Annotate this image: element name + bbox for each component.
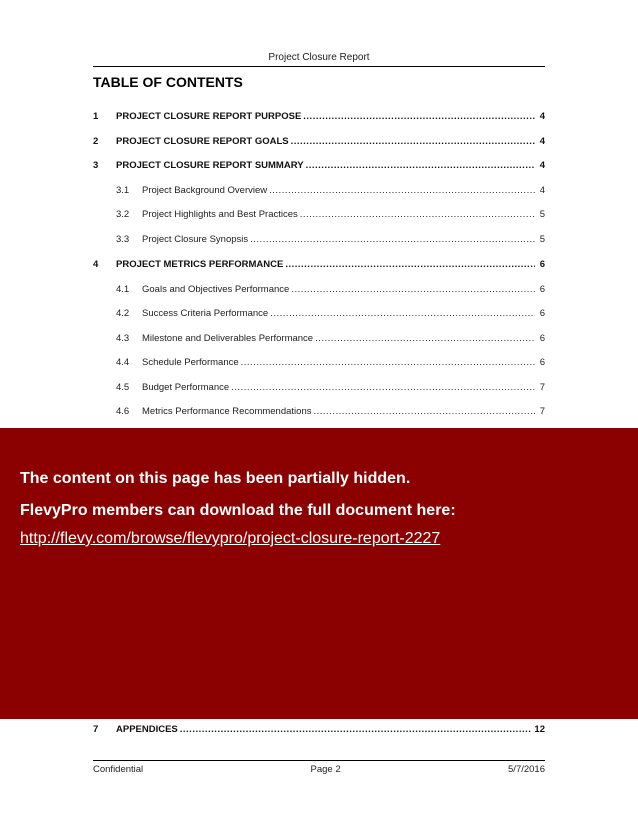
toc-entry-page: 4 xyxy=(539,160,545,171)
toc-leader-dots xyxy=(180,723,533,735)
header-divider xyxy=(93,66,545,67)
download-link[interactable]: http://flevy.com/browse/flevypro/project-closure-report-2227 xyxy=(20,530,441,547)
toc-leader-dots xyxy=(270,307,535,319)
toc-entry-4-2[interactable] xyxy=(116,305,545,319)
toc-entry-page: 6 xyxy=(539,333,545,344)
toc-entry-title: Project Closure Synopsis xyxy=(142,234,249,245)
download-prompt-text: FlevyPro members can download the full document here: xyxy=(20,502,456,519)
toc-entry-number: 4.3 xyxy=(116,333,130,344)
toc-entry-4[interactable] xyxy=(93,256,545,270)
toc-entry-4-3[interactable] xyxy=(116,330,545,344)
toc-leader-dots xyxy=(303,110,535,122)
footer-divider xyxy=(93,760,545,761)
toc-leader-dots xyxy=(291,135,535,147)
toc-entry-page: 7 xyxy=(539,406,545,417)
page-footer xyxy=(93,764,545,775)
toc-entry-number: 4.1 xyxy=(116,284,130,295)
toc-entry-page: 4 xyxy=(539,111,545,122)
content-hidden-banner xyxy=(0,428,638,719)
toc-entry-title: Milestone and Deliverables Performance xyxy=(142,333,314,344)
toc-entry-number: 7 xyxy=(93,724,99,735)
toc-entry-title: PROJECT METRICS PERFORMANCE xyxy=(116,259,284,270)
toc-entry-page: 6 xyxy=(539,284,545,295)
toc-leader-dots xyxy=(300,208,535,220)
toc-entry-title: PROJECT CLOSURE REPORT SUMMARY xyxy=(116,160,304,171)
toc-entry-page: 4 xyxy=(539,136,545,147)
hidden-notice-text: The content on this page has been partially hidden. xyxy=(20,470,411,487)
toc-entry-number: 4.4 xyxy=(116,357,130,368)
toc-entry-title: PROJECT CLOSURE REPORT GOALS xyxy=(116,136,289,147)
toc-entry-3-2[interactable] xyxy=(116,206,545,220)
toc-entry-4-5[interactable] xyxy=(116,379,545,393)
toc-entry-title: Project Highlights and Best Practices xyxy=(142,209,298,220)
toc-entry-7[interactable] xyxy=(93,721,545,735)
footer-confidential: Confidential xyxy=(93,764,144,775)
toc-leader-dots xyxy=(306,159,535,171)
toc-entry-page: 4 xyxy=(539,185,545,196)
running-header: Project Closure Report xyxy=(268,52,370,63)
toc-leader-dots xyxy=(315,332,535,344)
footer-date: 5/7/2016 xyxy=(508,764,545,775)
toc-entry-title: Schedule Performance xyxy=(142,357,239,368)
toc-leader-dots xyxy=(313,405,535,417)
toc-heading: TABLE OF CONTENTS xyxy=(93,74,243,90)
toc-entry-4-4[interactable] xyxy=(116,354,545,368)
toc-leader-dots xyxy=(231,381,535,393)
toc-entry-title: PROJECT CLOSURE REPORT PURPOSE xyxy=(116,111,302,122)
footer-page-number: Page 2 xyxy=(310,764,341,775)
toc-entry-3-3[interactable] xyxy=(116,231,545,245)
toc-entry-number: 2 xyxy=(93,136,99,147)
toc-entry-number: 1 xyxy=(93,111,99,122)
toc-entry-3-1[interactable] xyxy=(116,182,545,196)
toc-entry-number: 4.5 xyxy=(116,382,130,393)
toc-entry-3[interactable] xyxy=(93,157,545,171)
toc-entry-number: 3.3 xyxy=(116,234,130,245)
toc-leader-dots xyxy=(291,283,535,295)
toc-entry-title: Metrics Performance Recommendations xyxy=(142,406,312,417)
toc-entry-number: 3.2 xyxy=(116,209,130,220)
toc-entry-page: 7 xyxy=(539,382,545,393)
toc-entry-number: 4.6 xyxy=(116,406,130,417)
toc-leader-dots xyxy=(285,258,535,270)
toc-entry-number: 4 xyxy=(93,259,99,270)
toc-leader-dots xyxy=(269,184,535,196)
toc-entry-page: 5 xyxy=(539,234,545,245)
toc-entry-title: Success Criteria Performance xyxy=(142,308,269,319)
toc-entry-4-1[interactable] xyxy=(116,281,545,295)
toc-entry-page: 6 xyxy=(539,259,545,270)
toc-entry-page: 6 xyxy=(539,308,545,319)
toc-entry-page: 5 xyxy=(539,209,545,220)
toc-entry-1[interactable] xyxy=(93,108,545,122)
toc-entry-title: Project Background Overview xyxy=(142,185,268,196)
toc-entry-page: 12 xyxy=(534,724,545,735)
toc-entry-number: 3 xyxy=(93,160,99,171)
toc-entry-title: APPENDICES xyxy=(116,724,178,735)
toc-entry-title: Budget Performance xyxy=(142,382,230,393)
toc-entry-4-6[interactable] xyxy=(116,403,545,417)
toc-leader-dots xyxy=(241,356,535,368)
toc-entry-2[interactable] xyxy=(93,133,545,147)
toc-leader-dots xyxy=(250,233,535,245)
toc-entry-number: 3.1 xyxy=(116,185,130,196)
toc-entry-number: 4.2 xyxy=(116,308,130,319)
toc-entry-title: Goals and Objectives Performance xyxy=(142,284,290,295)
toc-entry-page: 6 xyxy=(539,357,545,368)
